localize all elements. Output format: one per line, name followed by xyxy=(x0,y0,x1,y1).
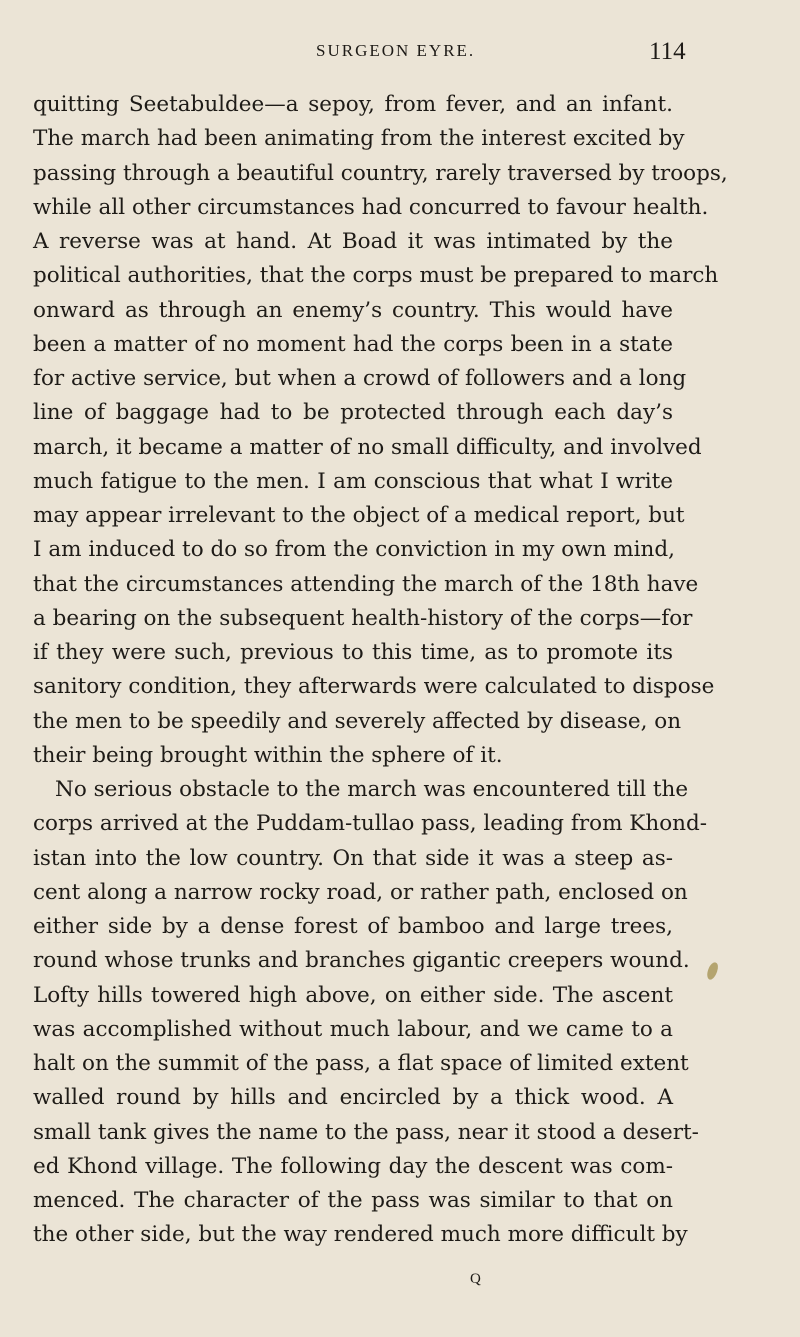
paper-stain xyxy=(705,961,720,981)
body-text xyxy=(33,88,728,1253)
text-line: if they were such, previous to this time, as to promote its xyxy=(33,640,673,665)
text-line: a bearing on the subsequent health-history of the corps—for xyxy=(33,605,693,631)
text-line: sanitory condition, they afterwards were calculated to dispose xyxy=(33,674,715,700)
text-line: cent along a narrow rocky road, or rather path, enclosed on xyxy=(33,879,688,905)
text-line: walled round by hills and encircled by a thick wood. A xyxy=(33,1085,673,1111)
paragraph-first-line: No serious obstacle to the march was encountered till the xyxy=(55,777,689,802)
text-line: line of baggage had to be protected through each day’s xyxy=(33,400,673,426)
text-line: the men to be speedily and severely affected by disease, on xyxy=(33,708,682,734)
running-header xyxy=(0,38,800,70)
text-line: was accomplished without much labour, and we came to a xyxy=(33,1016,673,1042)
text-line: A reverse was at hand. At Boad it was intimated by the xyxy=(33,229,673,254)
text-line: The march had been animating from the interest excited by xyxy=(33,126,685,152)
text-line: menced. The character of the pass was similar to that on xyxy=(33,1188,673,1213)
signature-mark: Q xyxy=(470,1271,481,1287)
paragraph-last-line: their being brought within the sphere of it. xyxy=(33,742,503,768)
text-line: been a matter of no moment had the corps been in a state xyxy=(33,331,673,357)
text-line: I am induced to do so from the conviction in my own mind, xyxy=(33,537,675,563)
text-line: may appear irrelevant to the object of a medical report, but xyxy=(33,503,685,528)
page-number: 114 xyxy=(649,38,686,65)
text-line: that the circumstances attending the march of the 18th have xyxy=(33,571,699,597)
text-line: passing through a beautiful country, rarely traversed by troops, xyxy=(33,160,728,186)
text-line: Lofty hills towered high above, on either side. The ascent xyxy=(33,982,673,1008)
text-line: quitting Seetabuldee—a sepoy, from fever, and an infant. xyxy=(33,92,673,117)
text-line: much fatigue to the men. I am conscious that what I write xyxy=(33,468,673,494)
text-line: political authorities, that the corps must be prepared to march xyxy=(33,263,719,289)
text-line: small tank gives the name to the pass, near it stood a desert- xyxy=(33,1119,699,1145)
text-line: ed Khond village. The following day the descent was com- xyxy=(33,1153,673,1179)
text-line: corps arrived at the Puddam-tullao pass, leading from Khond- xyxy=(33,811,708,837)
text-line: march, it became a matter of no small difficulty, and involved xyxy=(33,434,702,460)
running-title: SURGEON EYRE. xyxy=(316,41,476,60)
text-line: onward as through an enemy’s country. This would have xyxy=(33,297,673,323)
text-line: halt on the summit of the pass, a flat space of limited extent xyxy=(33,1051,689,1076)
text-line: istan into the low country. On that side it was a steep as- xyxy=(33,845,673,871)
text-line: for active service, but when a crowd of followers and a long xyxy=(33,366,687,391)
text-line: the other side, but the way rendered much more difficult by xyxy=(33,1222,688,1248)
text-line: round whose trunks and branches gigantic creepers wound. xyxy=(33,948,690,974)
text-line: while all other circumstances had concurred to favour health. xyxy=(33,194,709,220)
text-line: either side by a dense forest of bamboo and large trees, xyxy=(33,914,673,939)
